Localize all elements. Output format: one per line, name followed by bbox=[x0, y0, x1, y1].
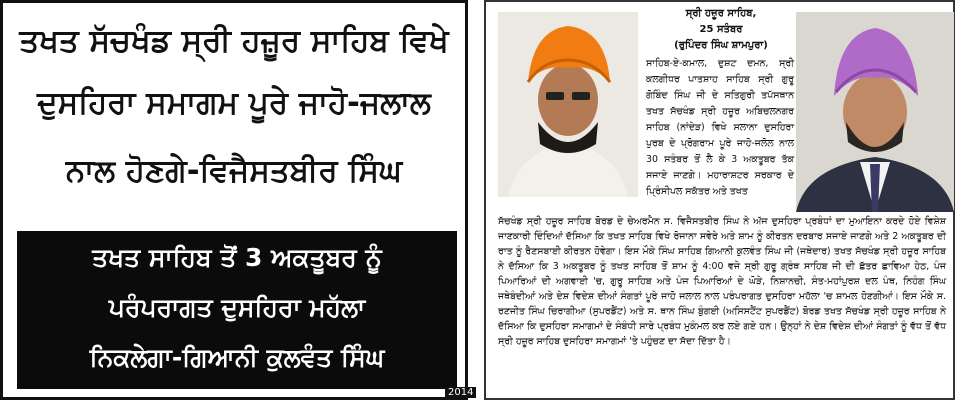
dateline-place: ਸ੍ਰੀ ਹਜ਼ੂਰ ਸਾਹਿਬ, bbox=[685, 8, 757, 19]
article-column-text: ਸਾਹਿਬ-ਏ-ਕਮਾਲ, ਦੁਸ਼ਟ ਦਮਨ, ਸ੍ਰੀ ਕਲਗੀਧਰ ਪਾਤਸ਼ਾਹ ਸਾਹਿਬ ਸ੍ਰੀ ਗੁਰੂ ਗੋਬਿੰਦ ਸਿੰਘ ਜੀ ਦੇ ਸਤਿਗੁਰੀ ਤਪੱਸਥਾਨ ਤਖਤ ਸੱਚਖੰਡ ਸ੍ਰੀ ਹਜ਼ੂਰ ਅਬਿਚਲਨਗਰ ਸਾਹਿਬ (ਨਾਂਦੇੜ) ਵਿਖੇ ਸਲਾਨਾ ਦੁਸਹਿਰਾ ਪੁਰਬ ਦੇ ਪ੍ਰੋਗਰਾਮ ਪੂਰੇ ਜਾਹੋ-ਜਲੋਲ ਨਾਲ 30 ਸਤੰਬਰ ਤੋਂ ਲੈ ਕੇ 3 ਅਕਤੂਬਰ ਤੱਕ ਸਜਾਏ ਜਾਣਗੇ। ਮਹਾਰਾਸ਼ਟਰ ਸਰਕਾਰ ਦੇ ਪ੍ਰਿੰਸੀਪਲ ਸਕੱਤਰ ਅਤੇ ਤਖਤ bbox=[646, 58, 794, 197]
headline-line-2: ਦੁਸਹਿਰਾ ਸਮਾਗਮ ਪੂਰੇ ਜਾਹੋ-ਜਲਾਲ bbox=[37, 85, 431, 121]
dateline-date: 25 ਸਤੰਬਰ bbox=[699, 24, 743, 35]
article-body-text: ਸੱਚਖੰਡ ਸ੍ਰੀ ਹਜ਼ੂਰ ਸਾਹਿਬ ਬੋਰਡ ਦੇ ਚੇਅਰਮੈਨ ਸ. ਵਿਜੈਸਤਬੀਰ ਸਿੰਘ ਨੇ ਅੱਜ ਦੁਸਹਿਰਾ ਪ੍ਰਬੰਧਾਂ ਦਾ ਮੁਆਇਨਾ ਕਰਦੇ ਹੋਏ ਵਿਸ਼ੇਸ਼ ਜਾਣਕਾਰੀ ਦਿੰਦਿਆਂ ਦੱਸਿਆ ਕਿ ਤਖਤ ਸਾਹਿਬ ਵਿਖੇ ਰੋਜਾਨਾ ਸਵੇਰੇ ਅਤੇ ਸ਼ਾਮ ਨੂੰ ਕੀਰਤਨ ਦਰਬਾਰ ਸਜਾਏ ਜਾਣਗੇ ਅਤੇ 2 ਅਕਤੂਬਰ ਦੀ ਰਾਤ ਨੂੰ ਰੈਣਸਬਾਈ ਕੀਰਤਨ ਹੋਵੇਗਾ। ਇਸ ਮੌਕੇ ਸਿੰਘ ਸਾਹਿਬ ਗਿਆਨੀ ਕੁਲਵੰਤ ਸਿੰਘ ਜੀ (ਜਥੇਦਾਰ) ਤਖਤ ਸੱਚਖੰਡ ਸ੍ਰੀ ਹਜ਼ੂਰ ਸਾਹਿਬ ਨੇ ਦੱਸਿਆ ਕਿ 3 ਅਕਤੂਬਰ ਨੂੰ ਤਖਤ ਸਾਹਿਬ ਤੋਂ ਸ਼ਾਮ ਨੂੰ 4:00 ਵਜੇ ਸ੍ਰੀ ਗੁਰੂ ਗ੍ਰੰਥ ਸਾਹਿਬ ਜੀ ਦੀ ਛੱਤਰ ਛਾਵਿਆ ਹੇਠ, ਪੰਜ ਪਿਆਰਿਆਂ ਦੀ ਅਗਵਾਈ 'ਚ, ਗੁਰੂ ਸਾਹਿਬ ਅਤੇ ਪੰਜ ਪਿਆਰਿਆਂ ਦੇ ਘੋੜੇ, ਨਿਸ਼ਾਨਚੀ, ਸੰਤ-ਮਹਾਂਪੁਰਸ਼ ਦਲ ਪੰਥ, ਨਿਹੰਗ ਸਿੰਘ ਜਥੇਬੰਦੀਆਂ ਅਤੇ ਦੇਸ਼ ਵਿਦੇਸ਼ ਦੀਆਂ ਸੰਗਤਾਂ ਪੂਰੇ ਜਾਹੋ ਜਲਾਲ ਨਾਲ ਪਰੰਪਰਾਗਤ ਦੁਸਹਿਰਾ ਮਹੱਲਾ 'ਚ ਸ਼ਾਮਲ ਹੋਣਗੀਆਂ। ਇਸ ਮੌਕੇ ਸ. ਰਣਜੀਤ ਸਿੰਘ ਚਿਰਾਗੀਆ (ਸੁਪਰਡੈਂਟ) ਅਤੇ ਸ. ਥਾਨ ਸਿੰਘ ਬੁੰਗਈ (ਅਸਿਸਟੈਂਟ ਸੁਪਰਡੈਂਟ) ਬੋਰਡ ਤਖਤ ਸੱਚਖੰਡ ਸ੍ਰੀ ਹਜ਼ੂਰ ਸਾਹਿਬ ਨੇ ਦੱਸਿਆ ਕਿ ਦੁਸਹਿਰਾ ਸਮਾਗਮਾਂ ਦੇ ਸੰਬੰਧੀ ਸਾਰੇ ਪ੍ਰਬੰਧ ਮੁਕੰਮਲ ਕਰ ਲਏ ਗਏ ਹਨ। ਉਨ੍ਹਾਂ ਨੇ ਦੇਸ਼ ਵਿਦੇਸ਼ ਦੀਆਂ ਸੰਗਤਾਂ ਨੂੰ ਵੱਧ ਤੋਂ ਵੱਧ ਸ੍ਰੀ ਹਜ਼ੂਰ ਸਾਹਿਬ ਦੁਸਹਿਰਾ ਸਮਾਗਮਾਂ 'ਤੇ ਪਹੁੰਚਣ ਦਾ ਸੱਦਾ ਦਿੱਤਾ ਹੈ। bbox=[498, 216, 946, 347]
photo-portrait-purple-turban bbox=[796, 12, 954, 212]
subheadline-line-2: ਪਰੰਪਰਾਗਤ ਦੁਸਹਿਰਾ ਮਹੱਲਾ bbox=[108, 293, 366, 322]
year-stamp: 2014 bbox=[445, 387, 476, 398]
headline-line-3: ਨਾਲ ਹੋਣਗੇ-ਵਿਜੈਸਤਬੀਰ ਸਿੰਘ bbox=[65, 153, 403, 189]
subheadline-box bbox=[17, 231, 457, 389]
headline-panel bbox=[0, 0, 474, 400]
subheadline-line-3: ਨਿਕਲੇਗਾ-ਗਿਆਨੀ ਕੁਲਵੰਤ ਸਿੰਘ bbox=[89, 343, 385, 372]
headline-line-1: ਤਖਤ ਸੱਚਖੰਡ ਸ੍ਰੀ ਹਜ਼ੂਰ ਸਾਹਿਬ ਵਿਖੇ bbox=[19, 23, 449, 59]
dateline-byline: (ਰੁਪਿੰਦਰ ਸਿੰਘ ਸ਼ਾਮਪੁਰਾ) bbox=[674, 40, 768, 51]
article-panel bbox=[484, 0, 955, 400]
subheadline-line-1: ਤਖਤ ਸਾਹਿਬ ਤੋਂ 3 ਅਕਤੂਬਰ ਨੂੰ bbox=[92, 243, 382, 272]
photo-portrait-saffron-turban bbox=[498, 12, 638, 197]
